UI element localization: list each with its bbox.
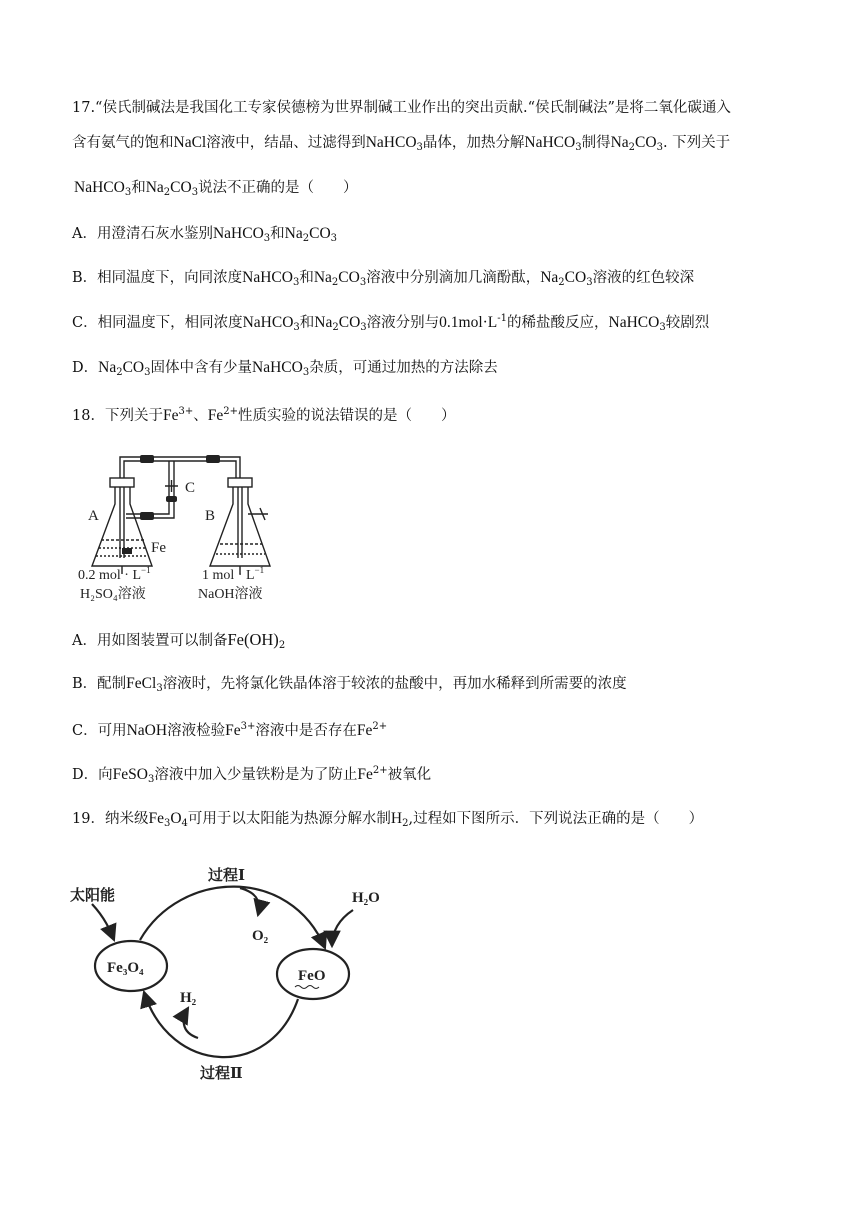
- q18-option-b: B．配制FeCl$_3$溶液时，先将氯化铁晶体溶于较浓的盐酸中，再加水稀释到所需要的浓度: [72, 675, 627, 694]
- q17-stem-line2: 含有氨气的饱和NaCl溶液中，结晶、过滤得到NaHCO$_3$晶体，加热分解NaHCO$_3$制得$Na_2CO_3$. 下列关于: [72, 134, 731, 153]
- q18-option-c: C．可用NaOH溶液检验$Fe^{3+}$溶液中是否存在$Fe^{2+}$: [72, 721, 388, 739]
- h2-label: H₂: [180, 990, 197, 1006]
- process1-label: 过程Ⅰ: [208, 868, 246, 884]
- q19-stem: 19．纳米级$Fe_3O_4$可用于以太阳能为热源分解水制$H_2$,过程如下图所示．下列说法正确的是（ ）: [72, 810, 704, 829]
- fig-label-a: A: [88, 508, 99, 524]
- q17-option-d: D．$Na_2CO_3$固体中含有少量NaHCO$_3$杂质，可通过加热的方法除去: [72, 359, 498, 378]
- fig-left-solution: H₂SO₄溶液: [80, 587, 146, 602]
- q17-stem-line3: NaHCO$_3$和$Na_2CO_3$说法不正确的是（ ）: [74, 179, 358, 198]
- feo-label: FeO: [298, 968, 326, 984]
- apparatus-figure: [70, 448, 300, 608]
- solar-label: 太阳能: [70, 888, 116, 904]
- fig-left-conc: 0.2 mol · $L^{-1}$: [78, 565, 151, 583]
- process2-label: 过程Ⅱ: [200, 1066, 243, 1082]
- fe3o4-label: Fe₃O₄: [107, 960, 144, 976]
- o2-label: O₂: [252, 928, 269, 944]
- fig-right-solution: NaOH溶液: [198, 587, 263, 602]
- q17-stem-line1: 17.“侯氏制碱法是我国化工专家侯德榜为世界制碱工业作出的突出贡献.“侯氏制碱法”是将二氧化碳通入: [72, 100, 731, 116]
- q17-option-a: A．用澄清石灰水鉴别NaHCO$_3$和$Na_2CO_3$: [72, 225, 338, 244]
- q18-stem: 18．下列关于$Fe^{3+}$、$Fe^{2+}$性质实验的说法错误的是（ ）: [72, 406, 456, 424]
- fig-label-fe: Fe: [151, 540, 166, 556]
- h2o-label: H₂O: [352, 890, 380, 906]
- q17-option-b: B．相同温度下，向同浓度NaHCO$_3$和$Na_2CO_3$溶液中分别滴加几滴酚酞，$Na_2CO_3$溶液的红色较深: [72, 269, 695, 288]
- fig-label-c: C: [185, 480, 196, 496]
- fig-label-b: B: [205, 508, 216, 524]
- q18-option-a: A．用如图装置可以制备$Fe(OH)_2$: [72, 630, 286, 651]
- q18-option-d: D．向FeSO$_3$溶液中加入少量铁粉是为了防止$Fe^{2+}$被氧化: [72, 765, 432, 785]
- cycle-figure: [70, 860, 400, 1090]
- fig-right-conc: 1 mol · $L^{-1}$: [202, 565, 265, 583]
- q17-option-c: C．相同温度下，相同浓度NaHCO$_3$和$Na_2CO_3$溶液分别与$0.1mol\cdot L^{-1}$的稀盐酸反应，NaHCO$_3$较剧烈: [72, 313, 710, 333]
